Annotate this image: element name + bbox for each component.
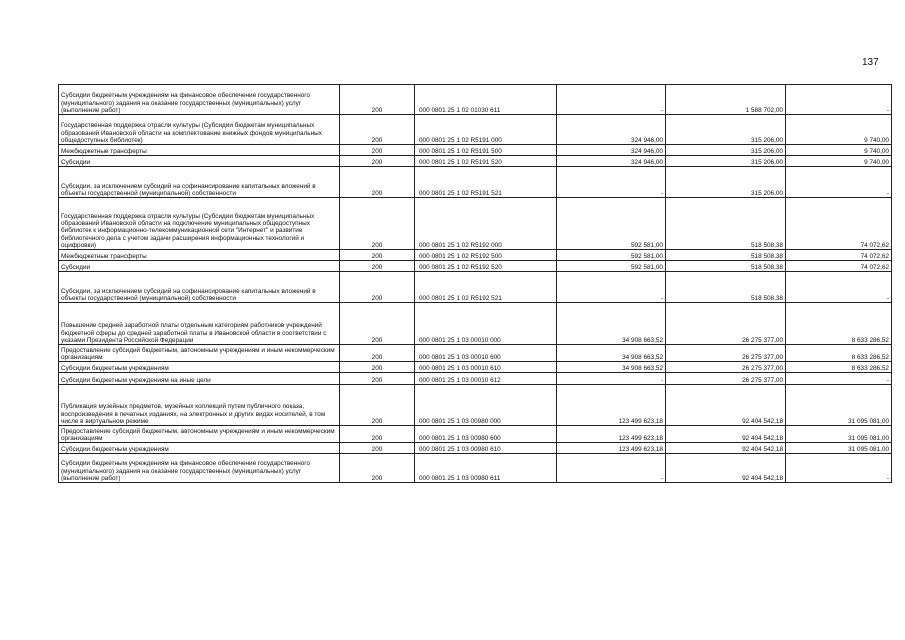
table-row	[59, 198, 892, 250]
row-name-cell: Предоставление субсидий бюджетным, автономным учреждениям и иным некоммерческим организациям	[59, 426, 340, 443]
row-kbk-cell: 000 0801 25 1 02 R5192 521	[415, 272, 557, 303]
row-name-cell: Субсидии, за исключением субсидий на софинансирование капитальных вложений в объекты государственной (муниципальной) собственности	[59, 272, 340, 303]
row-value-remaining-cell: 9 740,00	[786, 145, 892, 156]
row-value-planned-cell: 123 499 623,18	[557, 385, 666, 426]
row-name-cell: Субсидии	[59, 156, 340, 167]
row-value-remaining-cell: 8 633 286,52	[786, 345, 892, 362]
row-value-executed-cell: 26 275 377,00	[666, 345, 786, 362]
row-value-executed-cell: 518 508,38	[666, 261, 786, 272]
row-value-executed-cell: 92 404 542,18	[666, 426, 786, 443]
row-name-cell: Публикация музейных предметов, музейных коллекций путем публичного показа, воспроизведения в печатных изданиях, на электронных и других видах носителей, в том числе в виртуальном режиме	[59, 385, 340, 426]
table-row	[59, 261, 892, 272]
row-value-planned-cell: 34 908 663,52	[557, 345, 666, 362]
row-code-cell: 200	[340, 443, 415, 454]
table-row	[59, 362, 892, 373]
budget-table	[58, 84, 892, 483]
row-name-cell: Субсидии бюджетным учреждениям на финансовое обеспечение государственного (муниципального) задания на оказание государственных (муниципальных) услуг (выполнение работ)	[59, 85, 340, 115]
row-code-cell: 200	[340, 362, 415, 373]
table-row	[59, 272, 892, 303]
table-row	[59, 385, 892, 426]
row-kbk-cell: 000 0801 25 1 03 00980 611	[415, 454, 557, 483]
row-value-executed-cell: 92 404 542,18	[666, 454, 786, 483]
row-name-cell: Субсидии	[59, 261, 340, 272]
row-kbk-cell: 000 0801 25 1 03 00980 600	[415, 426, 557, 443]
row-kbk-cell: 000 0801 25 1 02 R5192 000	[415, 198, 557, 250]
row-kbk-cell: 000 0801 25 1 03 00980 610	[415, 443, 557, 454]
row-name-cell: Субсидии бюджетным учреждениям на иные цели	[59, 373, 340, 385]
row-value-planned-cell: 592 581,00	[557, 198, 666, 250]
row-code-cell: 200	[340, 261, 415, 272]
row-value-remaining-cell: 8 633 286,52	[786, 362, 892, 373]
row-kbk-cell: 000 0801 25 1 02 R5191 000	[415, 115, 557, 145]
row-value-executed-cell: 518 508,38	[666, 250, 786, 261]
row-value-remaining-cell: 8 633 286,52	[786, 303, 892, 345]
row-value-planned-cell: -	[557, 167, 666, 198]
row-value-executed-cell: 315 206,00	[666, 115, 786, 145]
row-name-cell: Государственная поддержка отрасли культуры (Субсидии бюджетам муниципальных образований Ивановской области на комплектование книжных фондов муниципальных общедоступных библиотек)	[59, 115, 340, 145]
table-row	[59, 250, 892, 261]
row-name-cell: Предоставление субсидий бюджетным, автономным учреждениям и иным некоммерческим организациям	[59, 345, 340, 362]
row-value-remaining-cell: 9 740,00	[786, 115, 892, 145]
table-row	[59, 345, 892, 362]
row-value-executed-cell: 315 206,00	[666, 145, 786, 156]
table-row	[59, 303, 892, 345]
row-value-planned-cell: -	[557, 373, 666, 385]
table-row	[59, 167, 892, 198]
row-kbk-cell: 000 0801 25 1 02 R5191 500	[415, 145, 557, 156]
row-kbk-cell: 000 0801 25 1 02 R5192 520	[415, 261, 557, 272]
table-row	[59, 85, 892, 115]
row-value-remaining-cell: 31 095 081,00	[786, 443, 892, 454]
row-value-remaining-cell: -	[786, 272, 892, 303]
row-value-executed-cell: 315 206,00	[666, 156, 786, 167]
table-row	[59, 373, 892, 385]
table-row	[59, 454, 892, 483]
row-value-remaining-cell: -	[786, 454, 892, 483]
row-code-cell: 200	[340, 303, 415, 345]
row-name-cell: Субсидии бюджетным учреждениям	[59, 362, 340, 373]
row-value-planned-cell: 34 908 663,52	[557, 303, 666, 345]
row-name-cell: Государственная поддержка отрасли культуры (Субсидии бюджетам муниципальных образований Ивановской области на подключение муниципальных общедоступных библиотек к информационно-телекоммуникационной сети "Интернет" и развитие библиотечного дела с учетом задачи расширения информационных технологий и оцифровки)	[59, 198, 340, 250]
row-value-executed-cell: 26 275 377,00	[666, 362, 786, 373]
row-name-cell: Повышение средней заработной платы отдельным категориям работников учреждений бюджетной сферы до средней заработной платы в Ивановской области в соответствии с указами Президента Российской Федерации	[59, 303, 340, 345]
row-value-planned-cell: 34 908 663,52	[557, 362, 666, 373]
row-value-executed-cell: 26 275 377,00	[666, 373, 786, 385]
row-value-remaining-cell: 74 072,62	[786, 250, 892, 261]
row-code-cell: 200	[340, 250, 415, 261]
row-code-cell: 200	[340, 167, 415, 198]
table-row	[59, 443, 892, 454]
row-value-planned-cell: 123 499 623,18	[557, 443, 666, 454]
row-code-cell: 200	[340, 373, 415, 385]
row-value-remaining-cell: 74 072,62	[786, 261, 892, 272]
table-row	[59, 156, 892, 167]
row-kbk-cell: 000 0801 25 1 03 00010 000	[415, 303, 557, 345]
row-value-planned-cell: 592 581,00	[557, 250, 666, 261]
row-value-executed-cell: 518 508,38	[666, 272, 786, 303]
row-value-planned-cell: -	[557, 454, 666, 483]
row-kbk-cell: 000 0801 25 1 02 R5192 500	[415, 250, 557, 261]
row-name-cell: Межбюджетные трансферты	[59, 250, 340, 261]
row-value-remaining-cell: 9 740,00	[786, 156, 892, 167]
row-code-cell: 200	[340, 272, 415, 303]
row-kbk-cell: 000 0801 25 1 03 00010 612	[415, 373, 557, 385]
row-code-cell: 200	[340, 85, 415, 115]
row-kbk-cell: 000 0801 25 1 03 00980 000	[415, 385, 557, 426]
row-kbk-cell: 000 0801 25 1 03 00010 600	[415, 345, 557, 362]
row-value-remaining-cell: -	[786, 373, 892, 385]
row-code-cell: 200	[340, 198, 415, 250]
row-value-remaining-cell: 31 095 081,00	[786, 426, 892, 443]
row-value-planned-cell: 324 946,00	[557, 115, 666, 145]
table-row	[59, 145, 892, 156]
row-code-cell: 200	[340, 426, 415, 443]
table-row	[59, 115, 892, 145]
row-value-planned-cell: 592 581,00	[557, 261, 666, 272]
row-kbk-cell: 000 0801 25 1 03 00010 610	[415, 362, 557, 373]
row-kbk-cell: 000 0801 25 1 02 R5191 520	[415, 156, 557, 167]
row-name-cell: Субсидии бюджетным учреждениям	[59, 443, 340, 454]
row-value-planned-cell: 123 499 623,18	[557, 426, 666, 443]
row-value-executed-cell: 315 206,00	[666, 167, 786, 198]
row-value-remaining-cell: -	[786, 85, 892, 115]
row-value-executed-cell: 518 508,38	[666, 198, 786, 250]
row-value-executed-cell: 92 404 542,18	[666, 385, 786, 426]
row-value-executed-cell: 26 275 377,00	[666, 303, 786, 345]
row-code-cell: 200	[340, 145, 415, 156]
row-code-cell: 200	[340, 385, 415, 426]
page-number: 137	[862, 57, 879, 68]
row-name-cell: Межбюджетные трансферты	[59, 145, 340, 156]
row-value-planned-cell: -	[557, 85, 666, 115]
row-code-cell: 200	[340, 115, 415, 145]
row-code-cell: 200	[340, 156, 415, 167]
row-name-cell: Субсидии, за исключением субсидий на софинансирование капитальных вложений в объекты государственной (муниципальной) собственности	[59, 167, 340, 198]
table-row	[59, 426, 892, 443]
row-value-planned-cell: -	[557, 272, 666, 303]
row-kbk-cell: 000 0801 25 1 02 01030 611	[415, 85, 557, 115]
row-value-remaining-cell: 31 095 081,00	[786, 385, 892, 426]
row-value-planned-cell: 324 946,00	[557, 156, 666, 167]
row-value-remaining-cell: -	[786, 167, 892, 198]
row-value-executed-cell: 1 588 702,00	[666, 85, 786, 115]
row-code-cell: 200	[340, 345, 415, 362]
row-value-remaining-cell: 74 072,62	[786, 198, 892, 250]
row-kbk-cell: 000 0801 25 1 02 R5191 521	[415, 167, 557, 198]
row-value-executed-cell: 92 404 542,18	[666, 443, 786, 454]
row-value-planned-cell: 324 946,00	[557, 145, 666, 156]
budget-table-body	[59, 85, 892, 483]
row-code-cell: 200	[340, 454, 415, 483]
row-name-cell: Субсидии бюджетным учреждениям на финансовое обеспечение государственного (муниципального) задания на оказание государственных (муниципальных) услуг (выполнение работ)	[59, 454, 340, 483]
